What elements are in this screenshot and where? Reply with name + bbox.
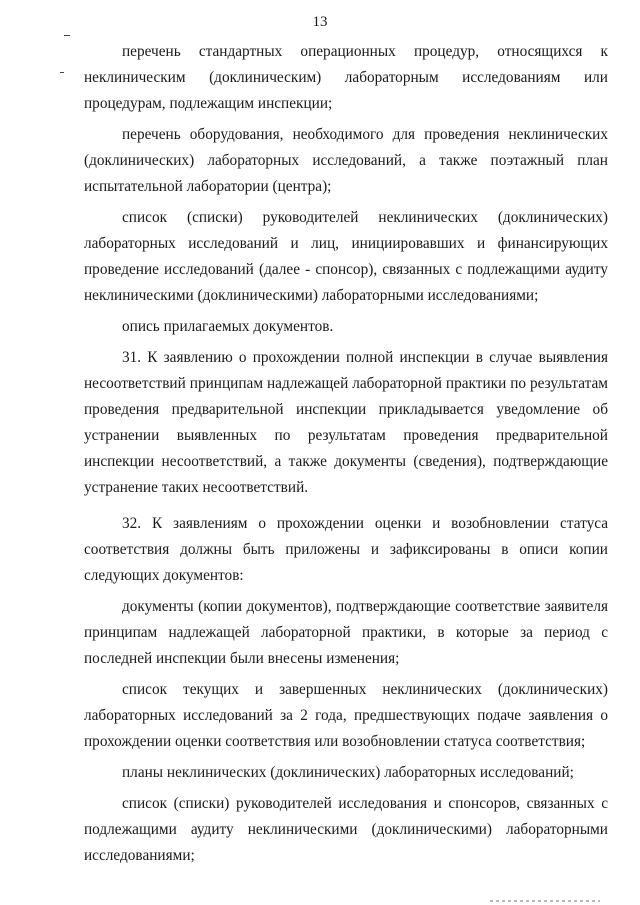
paragraph-study-directors-list: список (списки) руководителей неклинических (доклинических) лабораторных исследований и лиц, инициировавших и финансирующих проведение исследований (далее - спонсор), связанных с подлежащими аудиту неклиническими (доклиническими) лабораторными исследованиями; <box>84 209 608 304</box>
paragraph-directors-sponsors-list: список (списки) руководителей исследования и спонсоров, связанных с подлежащими аудиту неклиническими (доклиническими) лабораторными исследованиями; <box>84 795 608 864</box>
scan-noise <box>490 900 600 902</box>
document-body <box>84 39 608 869</box>
page-number: 13 <box>312 14 328 30</box>
paragraph-clause-31: 31. К заявлению о прохождении полной инспекции в случае выявления несоответствий принципам надлежащей лабораторной практики по результатам проведения предварительной инспекции прикладывается уведомление об устранении выявленных по результатам проведения предварительной инспекции несоответствий, а также документы (сведения), подтверждающие устранение таких несоответствий. <box>84 349 608 496</box>
paragraph-sop-list: перечень стандартных операционных процедур, относящихся к неклиническим (доклиническим) лабораторным исследованиям или процедурам, подлежащим инспекции; <box>84 43 608 112</box>
paragraph-study-plans: планы неклинических (доклинических) лабораторных исследований; <box>122 764 574 781</box>
paragraph-clause-32: 32. К заявлениям о прохождении оценки и возобновлении статуса соответствия должны быть приложены и зафиксированы в описи копии следующих документов: <box>84 515 608 584</box>
paragraph-studies-list: список текущих и завершенных неклинических (доклинических) лабораторных исследований за 2 года, предшествующих подаче заявления о прохождении оценки соответствия или возобновлении статуса соответствия; <box>84 681 608 750</box>
paragraph-equipment-list: перечень оборудования, необходимого для проведения неклинических (доклинических) лабораторных исследований, а также поэтажный план испытательной лаборатории (центра); <box>84 126 608 195</box>
scan-mark <box>64 35 70 36</box>
paragraph-document-inventory: опись прилагаемых документов. <box>122 318 334 335</box>
paragraph-compliance-documents: документы (копии документов), подтверждающие соответствие заявителя принципам надлежащей лабораторной практики, в которые за период с последней инспекции были внесены изменения; <box>84 598 608 667</box>
scan-mark <box>60 72 64 73</box>
